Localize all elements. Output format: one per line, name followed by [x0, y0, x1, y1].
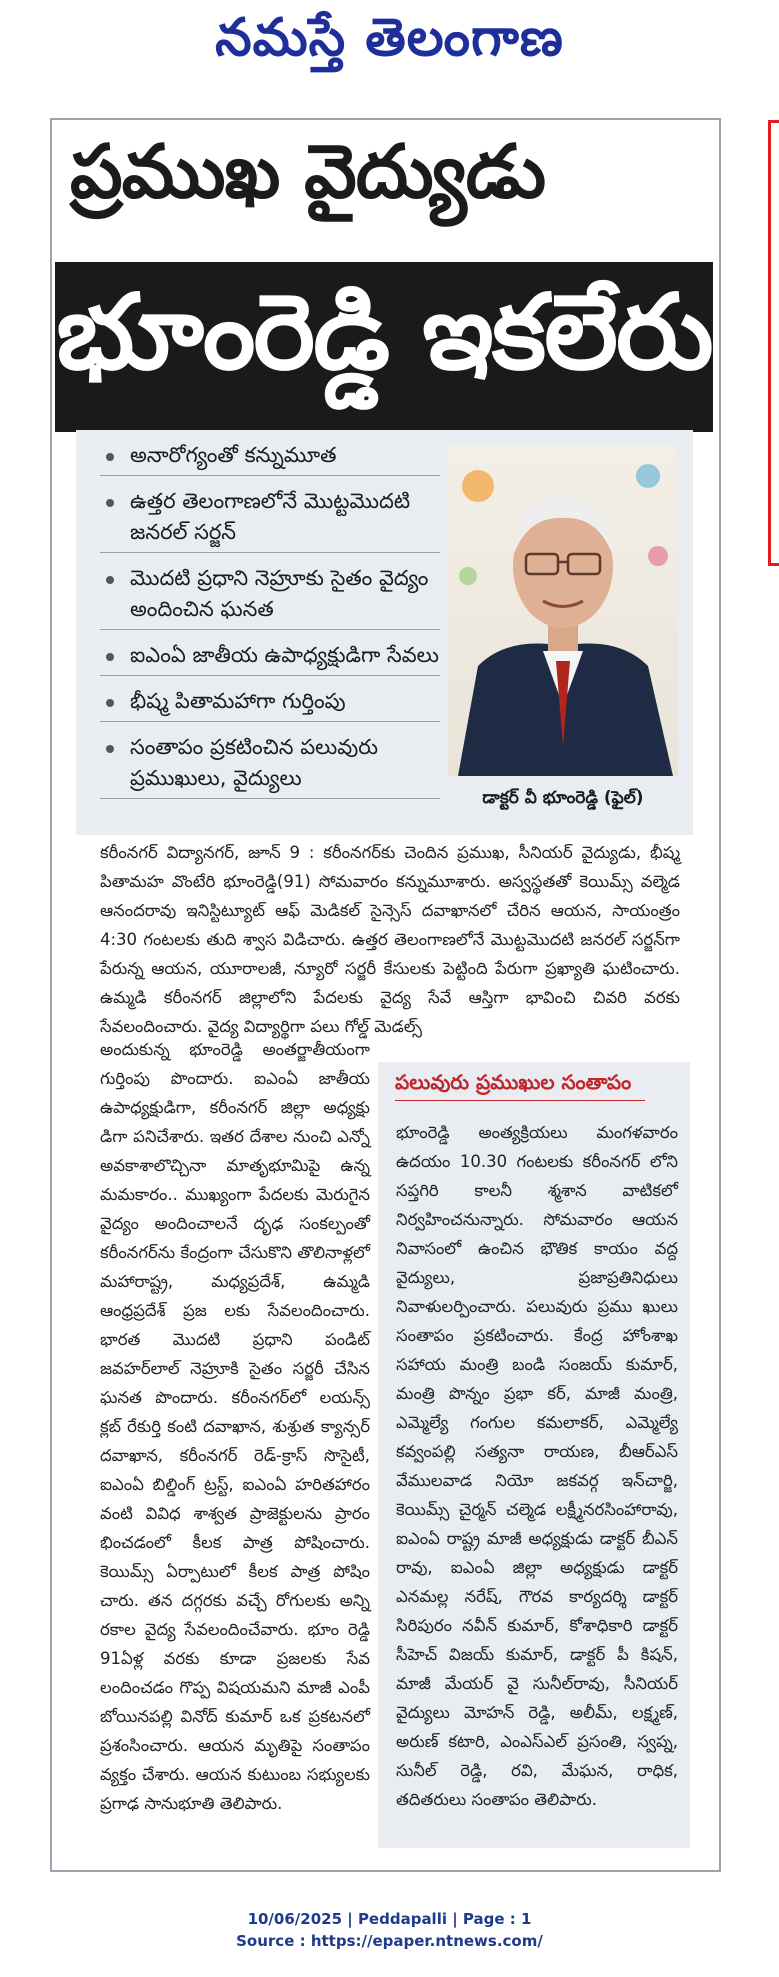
page-footer: [0, 1908, 779, 1952]
photo-caption: డాక్టర్ వీ భూంరెడ్డి (ఫైల్): [482, 788, 644, 808]
bullet-icon: [106, 745, 114, 753]
highlight-item: మొదటి ప్రధాని నెహ్రూకు సైతం వైద్యం అందించిన ఘనత: [100, 563, 440, 630]
lead-paragraph: కరీంనగర్ విద్యానగర్, జూన్ 9 : కరీంనగర్‌కు చెందిన ప్రముఖ, సీనియర్ వైద్యుడు, భీష్మ పితామహ వొంటేరి భూంరెడ్డి(91) సోమవారం కన్నుమూశారు. అస్వస్థతతో కెయిమ్స్ వల్మెడ ఆనందరావు ఇనిస్టిట్యూట్ ఆఫ్ మెడికల్ సైన్సెస్ దవాఖానలో చేరిన ఆయన, సాయంత్రం 4:30 గంటలకు తుది శ్వాస విడిచారు. ఉత్తర తెలంగాణలోనే మొట్టమొదటి జనరల్ సర్జన్‌గా పేరున్న ఆయన, యూరాలజీ, న్యూరో సర్జరీ కేసులకు పెట్టింది పేరుగా ప్రఖ్యాతి ఘటించారు. ఉమ్మడి కరీంనగర్ జిల్లాలోని పేదలకు వైద్య సేవే ఆస్తిగా భావించి చివరి వరకు సేవలందించారు. వైద్య విద్యార్థిగా పలు గోల్డ్ మెడల్స్: [100, 843, 680, 1036]
article-headline: భూంరెడ్డి ఇకలేరు: [56, 271, 712, 393]
bullet-icon: [106, 699, 114, 707]
adjacent-article-edge: [768, 120, 779, 566]
highlight-item: సంతాపం ప్రకటించిన పలువురు ప్రముఖులు, వైద్యులు: [100, 732, 440, 799]
bullet-icon: [106, 653, 114, 661]
highlights-list: [100, 440, 440, 809]
bullet-icon: [106, 453, 114, 461]
highlight-item: ఉత్తర తెలంగాణలోనే మొట్టమొదటి జనరల్ సర్జన్: [100, 486, 440, 553]
bullet-icon: [106, 576, 114, 584]
body-left-column: అందుకున్న భూంరెడ్డి అంతర్జాతీయంగా గుర్తింపు పొందారు. ఐఎంఏ జాతీయ ఉపాధ్యక్షుడిగా, కరీంనగర్ జిల్లా అధ్యక్షు డిగా పనిచేశారు. ఇతర దేశాల నుంచి ఎన్నో అవకాశాలొచ్చినా మాతృభూమిపై ఉన్న మమకారం.. ముఖ్యంగా పేదలకు మెరుగైన వైద్యం అందించాలనే దృఢ సంకల్పంతో కరీంనగర్‌ను కేంద్రంగా చేసుకొని తొలినాళ్లలో మహారాష్ట్ర, మధ్యప్రదేశ్, ఉమ్మడి ఆంధ్రప్రదేశ్ ప్రజ లకు సేవలందించారు. భారత మొదటి ప్రధాని పండిట్ జవహర్‌లాల్ నెహ్రూకి సైతం సర్జరీ చేసిన ఘనత పొందారు. కరీంనగర్‌లో లయన్స్ క్లబ్ రేకుర్తి కంటి దవాఖాన, శుశ్రుత క్యాన్సర్ దవాఖాన, కరీంనగర్ రెడ్-క్రాస్ సొసైటీ, ఐఎంఏ బిల్డింగ్ ట్రస్ట్, ఐఎంఏ హరితహారం వంటి వివిధ శాశ్వత ప్రాజెక్టులను ప్రారం భించడంలో కీలక పాత్ర పోషించారు. కెయిమ్స్ ఏర్పాటులో కీలక పాత్ర పోషిం చారు. తన దగ్గరకు వచ్చే రోగులకు అన్ని రకాల వైద్య సేవలందించేవారు. భూం రెడ్డి 91ఏళ్ల వరకు కూడా ప్రజలకు సేవ లందించడం గొప్ప విషయమని మాజీ ఎంపీ బోయినపల్లి వినోద్ కుమార్ ఒక ప్రకటనలో ప్రశంసించారు. ఆయన మృతిపై సంతాపం వ్యక్తం చేశారు. ఆయన కుటుంబ సభ్యులకు ప్రగాఢ సానుభూతి తెలిపారు.: [100, 1040, 370, 1813]
bullet-icon: [106, 499, 114, 507]
footer-edition-info: 10/06/2025 | Peddapalli | Page : 1: [247, 1910, 532, 1928]
highlight-item: భీష్మ పితామహాగా గుర్తింపు: [100, 686, 440, 722]
sidebar-title: పలువురు ప్రముఖుల సంతాపం: [395, 1070, 632, 1094]
footer-source-link[interactable]: Source : https://epaper.ntnews.com/: [236, 1932, 543, 1950]
portrait-illustration: [448, 446, 678, 776]
highlight-item: అనారోగ్యంతో కన్నుమూత: [100, 440, 440, 476]
highlight-item: ఐఎంఏ జాతీయ ఉపాధ్యక్షుడిగా సేవలు: [100, 640, 440, 676]
sidebar-title-underline: [395, 1100, 645, 1101]
sidebar-text: భూంరెడ్డి అంత్యక్రియలు మంగళవారం ఉదయం 10.30 గంటలకు కరీంనగర్ లోని సప్తగిరి కాలనీ శ్మశాన వాటికలో నిర్వహించనున్నారు. సోమవారం ఆయన నివాసంలో ఉంచిన భౌతిక కాయం వద్ద వైద్యులు, ప్రజాప్రతినిధులు నివాళులర్పించారు. పలువురు ప్రము ఖులు సంతాపం ప్రకటించారు. కేంద్ర హోంశాఖ సహాయ మంత్రి బండి సంజయ్ కుమార్, మంత్రి పొన్నం ప్రభా కర్, మాజీ మంత్రి, ఎమ్మెల్యే గంగుల కమలాకర్, ఎమ్మెల్యే కవ్వంపల్లి సత్యనా రాయణ, బీఆర్‌ఎస్ వేములవాడ నియో జకవర్గ ఇన్‌చార్జి, కెయిమ్స్ చైర్మన్ చల్మెడ లక్ష్మీనరసింహారావు, ఐఎంఏ రాష్ట్ర మాజీ అధ్యక్షుడు డాక్టర్ బీఎన్ రావు, ఐఎంఏ జిల్లా అధ్యక్షుడు డాక్టర్ ఎనమల్ల నరేష్, గౌరవ కార్యదర్శి డాక్టర్ సిరిపురం నవీన్ కుమార్, కోశాధికారి డాక్టర్ సీహెచ్ విజయ్ కుమార్, డాక్టర్ పీ కిషన్, మాజీ మేయర్ వై సునీల్‌రావు, సీనియర్ వైద్యులు మోహన్ రెడ్డి, అలీమ్, లక్ష్మణ్, అరుణ్ కటారి, ఎంఎస్‌ఎల్ ప్రసంతి, స్వప్న, సునీల్ రెడ్డి, రవి, మేఘన, రాధిక, తదితరులు సంతాపం తెలిపారు.: [396, 1123, 678, 1809]
masthead-logo: నమస్తే తెలంగాణ: [215, 8, 564, 68]
portrait-photo: [448, 446, 678, 776]
article-kicker: ప్రముఖ వైద్యుడు: [70, 129, 546, 215]
headline-banner: [55, 262, 713, 432]
